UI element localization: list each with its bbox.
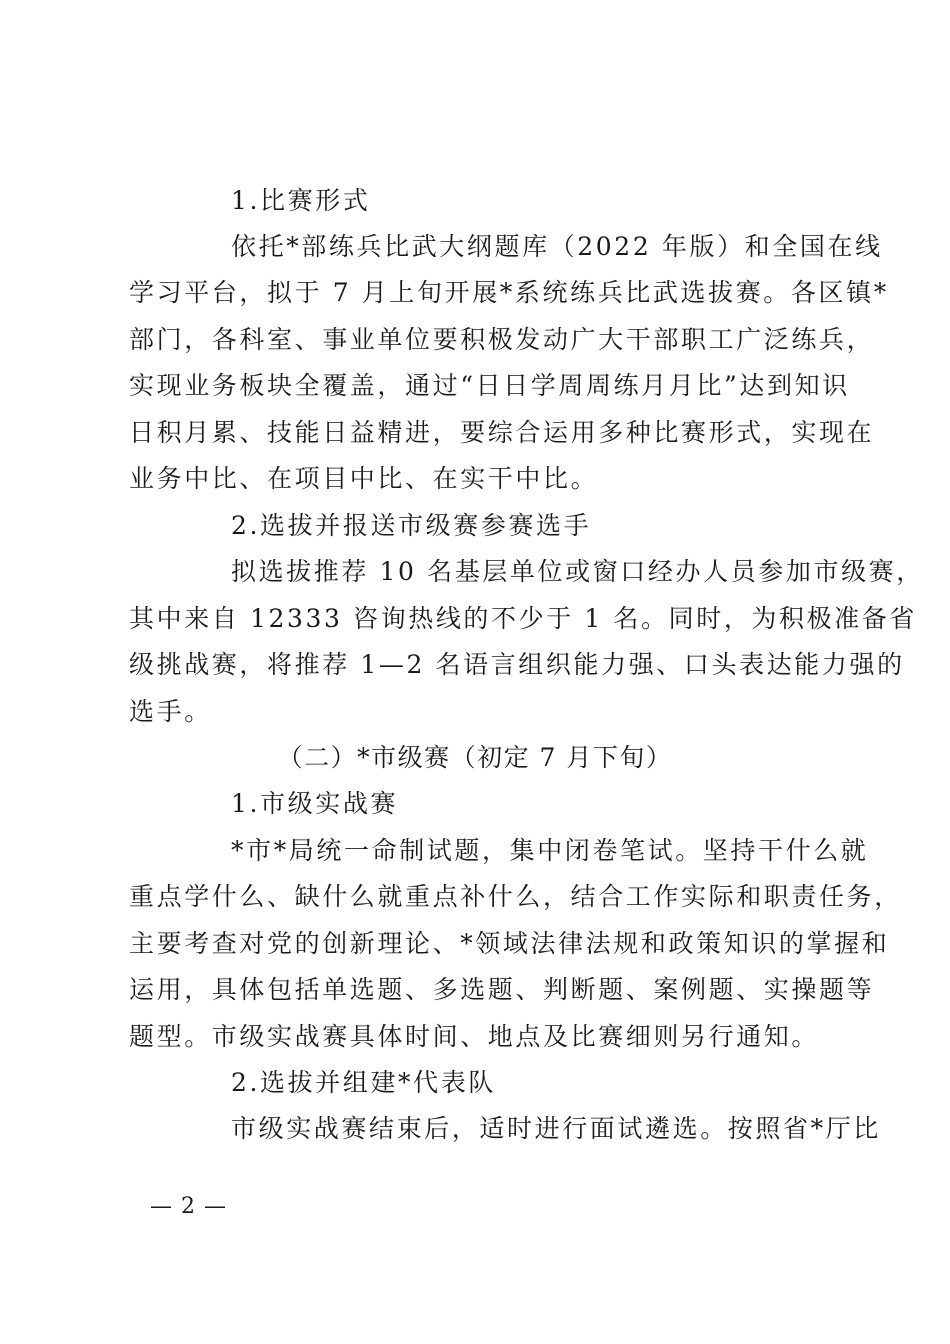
paragraph-line: 主要考查对党的创新理论、*领域法律法规和政策知识的掌握和	[129, 929, 890, 958]
section-heading-city-level: （二）*市级赛（初定 7 月下旬）	[277, 743, 673, 772]
paragraph-line: 其中来自 12333 咨询热线的不少于 1 名。同时，为积极准备省	[129, 604, 918, 633]
heading-form-team: 2.选拔并组建*代表队	[231, 1068, 496, 1097]
paragraph-line: 选手。	[129, 697, 212, 726]
heading-select-contestants: 2.选拔并报送市级赛参赛选手	[231, 511, 592, 540]
paragraph-line: *市*局统一命制试题，集中闭卷笔试。坚持干什么就	[231, 836, 869, 865]
paragraph-line: 学习平台，拟于 7 月上旬开展*系统练兵比武选拔赛。各区镇*	[129, 278, 889, 307]
paragraph-line: 运用，具体包括单选题、多选题、判断题、案例题、实操题等	[129, 975, 875, 1004]
paragraph-line: 市级实战赛结束后，适时进行面试遴选。按照省*厅比	[231, 1114, 881, 1143]
page-number: — 2 —	[150, 1194, 227, 1219]
paragraph-line: 题型。市级实战赛具体时间、地点及比赛细则另行通知。	[129, 1022, 820, 1051]
paragraph-line: 实现业务板块全覆盖，通过“日日学周周练月月比”达到知识	[129, 371, 850, 400]
heading-competition-format: 1.比赛形式	[231, 186, 371, 215]
paragraph-line: 依托*部练兵比武大纲题库（2022 年版）和全国在线	[231, 232, 883, 261]
paragraph-line: 重点学什么、缺什么就重点补什么，结合工作实际和职责任务，	[129, 882, 902, 911]
paragraph-line: 级挑战赛，将推荐 1—2 名语言组织能力强、口头表达能力强的	[129, 650, 905, 679]
paragraph-line: 业务中比、在项目中比、在实干中比。	[129, 464, 599, 493]
paragraph-line: 日积月累、技能日益精进，要综合运用多种比赛形式，实现在	[129, 418, 875, 447]
paragraph-line: 拟选拔推荐 10 名基层单位或窗口经办人员参加市级赛，	[231, 557, 924, 586]
heading-city-practical: 1.市级实战赛	[231, 789, 399, 818]
paragraph-line: 部门，各科室、事业单位要积极发动广大干部职工广泛练兵，	[129, 325, 875, 354]
